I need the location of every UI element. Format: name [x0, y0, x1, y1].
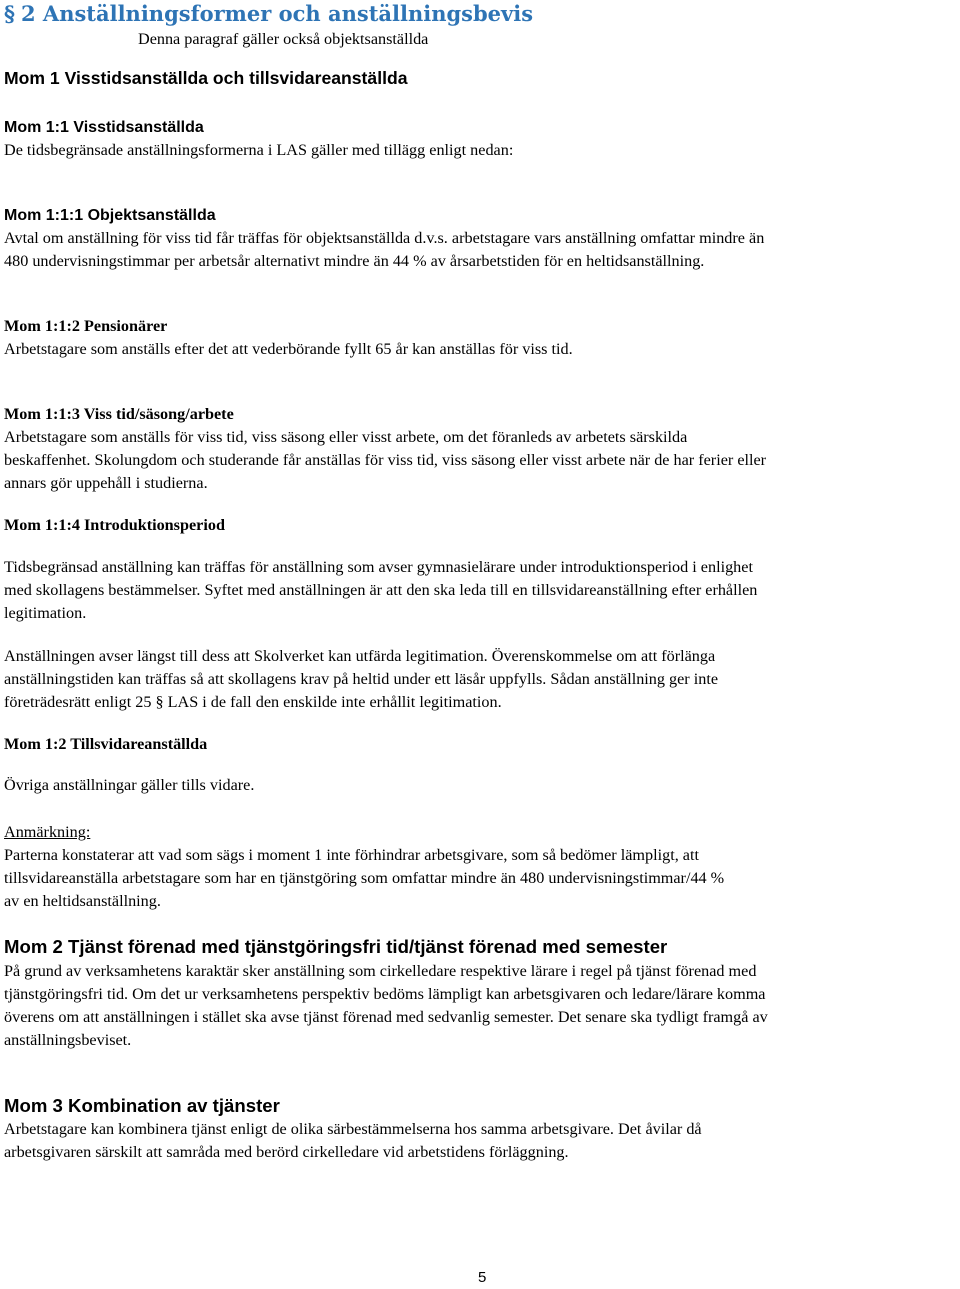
section-subtitle: Denna paragraf gäller också objektsanställda: [138, 30, 429, 48]
mom114-p1-line-1: Tidsbegränsad anställning kan träffas för anställning som avser gymnasielärare under introduktionsperiod i enlighet: [4, 558, 753, 576]
mom113-line-3: annars gör uppehåll i studierna.: [4, 474, 208, 492]
mom113-heading: Mom 1:1:3 Viss tid/säsong/arbete: [4, 405, 234, 423]
mom111-heading: Mom 1:1:1 Objektsanställda: [4, 207, 216, 224]
mom114-p1-line-3: legitimation.: [4, 604, 87, 622]
mom114-heading: Mom 1:1:4 Introduktionsperiod: [4, 516, 225, 534]
mom2-line-1: På grund av verksamhetens karaktär sker anställning som cirkelledare respektive lärare i regel på tjänst förenad med: [4, 962, 757, 980]
mom114-p1-line-2: med skollagens bestämmelser. Syftet med anställningen är att den ska leda till en tillsvidareanställning efter erhållen: [4, 581, 758, 599]
mom2-line-4: anställningsbeviset.: [4, 1031, 132, 1049]
mom3-line-1: Arbetstagare kan kombinera tjänst enligt de olika särbestämmelserna hos samma arbetsgivare. Det åvilar då: [4, 1120, 702, 1138]
mom113-line-2: beskaffenhet. Skolungdom och studerande får anställas för viss tid, viss säsong eller visst arbete när de har ferier eller: [4, 451, 767, 469]
mom114-p2-line-1: Anställningen avser längst till dess att Skolverket kan utfärda legitimation. Överenskommelse om att förlänga: [4, 647, 716, 665]
mom1-heading: Mom 1 Visstidsanställda och tillsvidareanställda: [4, 68, 408, 88]
mom111-line-1: Avtal om anställning för viss tid får träffas för objektsanställda d.v.s. arbetstagare vars anställning omfattar mindre än: [4, 229, 765, 247]
mom113-line-1: Arbetstagare som anställs för viss tid, viss säsong eller visst arbete, om det föranleds av arbetets särskilda: [4, 428, 688, 446]
mom3-heading: Mom 3 Kombination av tjänster: [4, 1095, 280, 1116]
mom3-line-2: arbetsgivaren särskilt att samråda med berörd cirkelledare vid arbetstidens förläggning.: [4, 1143, 569, 1161]
mom2-heading: Mom 2 Tjänst förenad med tjänstgöringsfri tid/tjänst förenad med semester: [4, 936, 668, 957]
mom112-text: Arbetstagare som anställs efter det att vederbörande fyllt 65 år kan anställas för viss tid.: [4, 340, 573, 358]
mom12-text: Övriga anställningar gäller tills vidare.: [4, 776, 255, 794]
note-line-3: av en heltidsanställning.: [4, 892, 161, 910]
section-heading: [4, 1, 533, 27]
page-number: 5: [478, 1269, 487, 1286]
mom114-p2-line-3: företrädesrätt enligt 25 § LAS i de fall den enskilde inte erhållit legitimation.: [4, 693, 502, 711]
mom11-text: De tidsbegränsade anställningsformerna i LAS gäller med tillägg enligt nedan:: [4, 141, 514, 159]
mom114-p2-line-2: anställningstiden kan träffas så att skollagens krav på heltid under ett läsår uppfylls. Sådan anställning ger inte: [4, 670, 719, 688]
section-title: 2 Anställningsformer och anställningsbevis: [20, 1, 534, 26]
section-symbol: §: [4, 1, 15, 26]
mom12-heading: Mom 1:2 Tillsvidareanställda: [4, 735, 208, 753]
mom112-heading: Mom 1:1:2 Pensionärer: [4, 317, 168, 335]
note-label: Anmärkning:: [4, 823, 91, 841]
note-line-1: Parterna konstaterar att vad som sägs i moment 1 inte förhindrar arbetsgivare, som så bedömer lämpligt, att: [4, 846, 699, 864]
mom2-line-2: tjänstgöringsfri tid. Om det ur verksamhetens perspektiv bedöms lämpligt kan arbetsgivaren och ledare/lärare komma: [4, 985, 766, 1003]
mom2-line-3: överens om att anställningen i stället ska avse tjänst förenad med sedvanlig semester. Det senare ska tydligt framgå av: [4, 1008, 768, 1026]
note-line-2: tillsvidareanställa arbetstagare som har en tjänstgöring som omfattar mindre än 480 undervisningstimmar/44 %: [4, 869, 725, 887]
mom111-line-2: 480 undervisningstimmar per arbetsår alternativt mindre än 44 % av årsarbetstiden för en heltidsanställning.: [4, 252, 705, 270]
mom11-heading: Mom 1:1 Visstidsanställda: [4, 119, 204, 136]
